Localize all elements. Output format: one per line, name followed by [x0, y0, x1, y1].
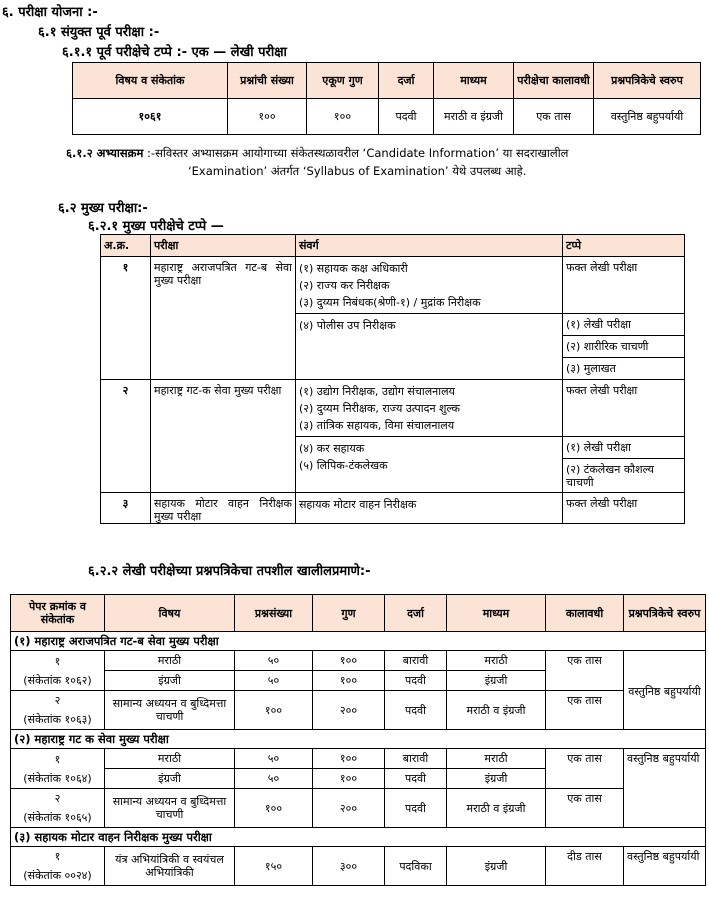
- paper-cell-duration: दीड तास: [546, 847, 624, 886]
- paper-section-row: [11, 632, 706, 651]
- stages-header: टप्पे: [563, 235, 685, 257]
- cadre-item: सहायक मोटार वाहन निरीक्षक: [299, 498, 417, 511]
- stages-cell-stage: फक्त लेखी परीक्षा: [563, 493, 685, 524]
- paper-cell-medium: मराठी व इंग्रजी: [447, 691, 546, 730]
- stages-cell-exam: महाराष्ट्र गट-क सेवा मुख्य परीक्षा: [151, 380, 296, 493]
- prelim-table: [72, 62, 701, 135]
- stages-cell-stage: (३) मुलाखत: [563, 358, 685, 380]
- prelim-cell-nature: वस्तुनिष्ठ बहुपर्यायी: [594, 99, 701, 135]
- paper-section-row: [11, 730, 706, 749]
- paper-header: गुण: [313, 595, 385, 632]
- paper-cell-nature: वस्तुनिष्ठ बहुपर्यायी: [624, 651, 706, 730]
- paper-section-title: (२) महाराष्ट्र गट क सेवा मुख्य परीक्षा: [11, 730, 706, 749]
- paper-section-row: [11, 828, 706, 847]
- paper-cell-subject: इंग्रजी: [105, 671, 235, 691]
- paper-cell-level: पदवी: [385, 769, 447, 789]
- paper-cell-duration: एक तास: [546, 691, 624, 730]
- prelim-cell-marks: १००: [307, 99, 379, 135]
- paper-cell-marks: १००: [313, 651, 385, 671]
- paper-code: (संकेतांक १०६५): [23, 811, 92, 824]
- paper-cell-number: [11, 789, 105, 828]
- heading-paper-details: ६.२.२ लेखी परीक्षेच्या प्रश्नपत्रिकेचा तपशील खालीलप्रमाणे:-: [88, 564, 371, 579]
- paper-cell-level: बारावी: [385, 749, 447, 769]
- paper-code: (संकेतांक ००२४): [23, 869, 92, 882]
- prelim-cell-level: पदवी: [379, 99, 434, 135]
- prelim-data-row: [73, 99, 701, 135]
- paper-number: २: [54, 694, 61, 707]
- paper-cell-subject: सामान्य अध्ययन व बुध्दिमत्ता चाचणी: [105, 691, 235, 730]
- paper-cell-level: पदविका: [385, 847, 447, 886]
- paper-cell-level: पदवी: [385, 789, 447, 828]
- paper-cell-subject: यंत्र अभियांत्रिकी व स्वयंचल अभियांत्रिकी: [105, 847, 235, 886]
- paper-cell-medium: मराठी: [447, 749, 546, 769]
- paper-cell-questions: १५०: [235, 847, 313, 886]
- paper-cell-questions: ५०: [235, 651, 313, 671]
- paper-cell-medium: इंग्रजी: [447, 671, 546, 691]
- stages-row: [101, 380, 685, 437]
- paper-code: (संकेतांक १०६४): [23, 771, 92, 785]
- paper-row: [11, 651, 706, 671]
- paper-cell-nature: वस्तुनिष्ठ बहुपर्यायी: [624, 847, 706, 886]
- paper-header: कालावधी: [546, 595, 624, 632]
- stages-cell-stage: (२) टंकलेखन कौशल्य चाचणी: [563, 459, 685, 493]
- paper-number: १: [54, 654, 61, 668]
- paper-row: [11, 789, 706, 828]
- paper-cell-medium: इंग्रजी: [447, 847, 546, 886]
- paper-cell-subject: मराठी: [105, 749, 235, 769]
- paper-cell-marks: १००: [313, 769, 385, 789]
- stages-row: [101, 493, 685, 524]
- stages-cell-stage: फक्त लेखी परीक्षा: [563, 380, 685, 437]
- paper-number: १: [54, 850, 61, 863]
- prelim-header: विषय व संकेतांक: [73, 63, 228, 99]
- paper-code: (संकेतांक १०६२): [23, 673, 92, 687]
- paper-header: विषय: [105, 595, 235, 632]
- prelim-header: दर्जा: [379, 63, 434, 99]
- stages-cell-exam: सहायक मोटार वाहन निरीक्षक मुख्य परीक्षा: [151, 493, 296, 524]
- paper-section-title: (१) महाराष्ट्र अराजपत्रित गट-ब सेवा मुख्य परीक्षा: [11, 632, 706, 651]
- paper-cell-number: [11, 749, 105, 789]
- heading-main-exam: ६.२ मुख्य परीक्षा:-: [58, 201, 148, 216]
- paper-cell-questions: १००: [235, 691, 313, 730]
- cadre-item: (५) लिपिक-टंकलेखक: [299, 459, 388, 472]
- paper-section-title: (३) सहायक मोटार वाहन निरीक्षक मुख्य परीक्षा: [11, 828, 706, 847]
- paper-row: [11, 691, 706, 730]
- paper-cell-questions: ५०: [235, 749, 313, 769]
- prelim-header: माध्यम: [434, 63, 514, 99]
- heading-exam-scheme: ६. परीक्षा योजना :-: [2, 5, 98, 20]
- paper-cell-subject: सामान्य अध्ययन व बुध्दिमत्ता चाचणी: [105, 789, 235, 828]
- prelim-header: प्रश्नांची संख्या: [228, 63, 307, 99]
- paper-cell-duration: एक तास: [546, 789, 624, 828]
- paper-header: दर्जा: [385, 595, 447, 632]
- paper-cell-level: पदवी: [385, 671, 447, 691]
- paper-cell-marks: १००: [313, 671, 385, 691]
- paper-table: [10, 594, 706, 886]
- stages-cell-cadres: [296, 437, 563, 493]
- paper-cell-questions: ५०: [235, 671, 313, 691]
- stages-cell-exam: महाराष्ट्र अराजपत्रित गट-ब सेवा मुख्य परीक्षा: [151, 257, 296, 380]
- paper-code: (संकेतांक १०६३): [23, 713, 92, 726]
- paper-cell-nature: वस्तुनिष्ठ बहुपर्यायी: [624, 749, 706, 828]
- paper-cell-duration: एक तास: [546, 651, 624, 691]
- paper-header: प्रश्नपत्रिकेचे स्वरुप: [624, 595, 706, 632]
- paper-header: माध्यम: [447, 595, 546, 632]
- cadre-item: (१) सहायक कक्ष अधिकारी: [299, 262, 408, 275]
- paper-cell-marks: १००: [313, 749, 385, 769]
- paper-cell-questions: ५०: [235, 769, 313, 789]
- cadre-item: (४) कर सहायक: [299, 442, 365, 455]
- syllabus-text-line1: :-सविस्तर अभ्यासक्रम आयोगाच्या संकेतस्थळावरील ‘Candidate Information’ या सदराखालील: [147, 146, 569, 160]
- cadre-item: (२) राज्य कर निरीक्षक: [299, 279, 390, 292]
- stages-cell-cadres: [296, 314, 563, 380]
- prelim-header-row: [73, 63, 701, 99]
- syllabus-label: ६.१.२ अभ्यासक्रम: [66, 146, 144, 160]
- paper-cell-number: [11, 691, 105, 730]
- prelim-cell-questions: १००: [228, 99, 307, 135]
- prelim-cell-medium: मराठी व इंग्रजी: [434, 99, 514, 135]
- paper-cell-medium: इंग्रजी: [447, 769, 546, 789]
- paper-row: [11, 847, 706, 886]
- cadre-item: (३) तांत्रिक सहायक, विमा संचालनालय: [299, 419, 455, 432]
- paper-cell-marks: २००: [313, 789, 385, 828]
- paper-cell-subject: इंग्रजी: [105, 769, 235, 789]
- paper-row: [11, 749, 706, 769]
- heading-prelim-stages: ६.१.१ पूर्व परीक्षेचे टप्पे :- एक — लेखी परीक्षा: [62, 45, 287, 60]
- stages-cell-cadres: [296, 493, 563, 524]
- paper-header: प्रश्नसंख्या: [235, 595, 313, 632]
- heading-main-stages: ६.२.१ मुख्य परीक्षेचे टप्पे —: [88, 219, 224, 234]
- prelim-cell-duration: एक तास: [514, 99, 594, 135]
- paper-cell-medium: मराठी व इंग्रजी: [447, 789, 546, 828]
- stages-cell-no: ३: [101, 493, 151, 524]
- stages-cell-stage: (१) लेखी परीक्षा: [563, 437, 685, 459]
- cadre-item: (२) दुय्यम निरीक्षक, राज्य उत्पादन शुल्क: [299, 402, 460, 415]
- paper-cell-questions: १००: [235, 789, 313, 828]
- stages-header-row: [101, 235, 685, 257]
- paper-cell-subject: मराठी: [105, 651, 235, 671]
- stages-cell-cadres: [296, 380, 563, 437]
- prelim-header: परीक्षेचा कालावधी: [514, 63, 594, 99]
- stages-cell-no: १: [101, 257, 151, 380]
- paper-number: १: [54, 752, 61, 766]
- cadre-item: (४) पोलीस उप निरीक्षक: [299, 319, 396, 332]
- stages-cell-stage: (१) लेखी परीक्षा: [563, 314, 685, 336]
- prelim-cell-code: १०६१: [73, 99, 228, 135]
- stages-row: [101, 257, 685, 314]
- stages-header: संवर्ग: [296, 235, 563, 257]
- syllabus-paragraph: [66, 144, 709, 162]
- paper-cell-number: [11, 651, 105, 691]
- cadre-item: (३) दुय्यम निबंधक(श्रेणी-१) / मुद्रांक निरीक्षक: [299, 296, 481, 309]
- prelim-header: प्रश्नपत्रिकेचे स्वरुप: [594, 63, 701, 99]
- paper-cell-number: [11, 847, 105, 886]
- stages-cell-stage: फक्त लेखी परीक्षा: [563, 257, 685, 314]
- stages-header: अ.क्र.: [101, 235, 151, 257]
- heading-combined-prelim: ६.१ संयुक्त पूर्व परीक्षा :-: [38, 25, 160, 40]
- prelim-header: एकूण गुण: [307, 63, 379, 99]
- stages-cell-no: २: [101, 380, 151, 493]
- paper-header-row: [11, 595, 706, 632]
- cadre-item: (१) उद्योग निरीक्षक, उद्योग संचालनालय: [299, 385, 455, 398]
- paper-cell-marks: २००: [313, 691, 385, 730]
- paper-cell-marks: ३००: [313, 847, 385, 886]
- stages-table: [100, 234, 685, 524]
- stages-cell-cadres: [296, 257, 563, 314]
- paper-cell-level: बारावी: [385, 651, 447, 671]
- stages-cell-stage: (२) शारीरिक चाचणी: [563, 336, 685, 358]
- paper-cell-duration: एक तास: [546, 749, 624, 789]
- paper-cell-level: पदवी: [385, 691, 447, 730]
- paper-header: पेपर क्रमांक व संकेतांक: [11, 595, 105, 632]
- paper-number: २: [54, 792, 61, 805]
- syllabus-text-line2: ‘Examination’ अंतर्गत ‘Syllabus of Examination’ येथे उपलब्ध आहे.: [188, 164, 527, 178]
- stages-header: परीक्षा: [151, 235, 296, 257]
- paper-cell-medium: मराठी: [447, 651, 546, 671]
